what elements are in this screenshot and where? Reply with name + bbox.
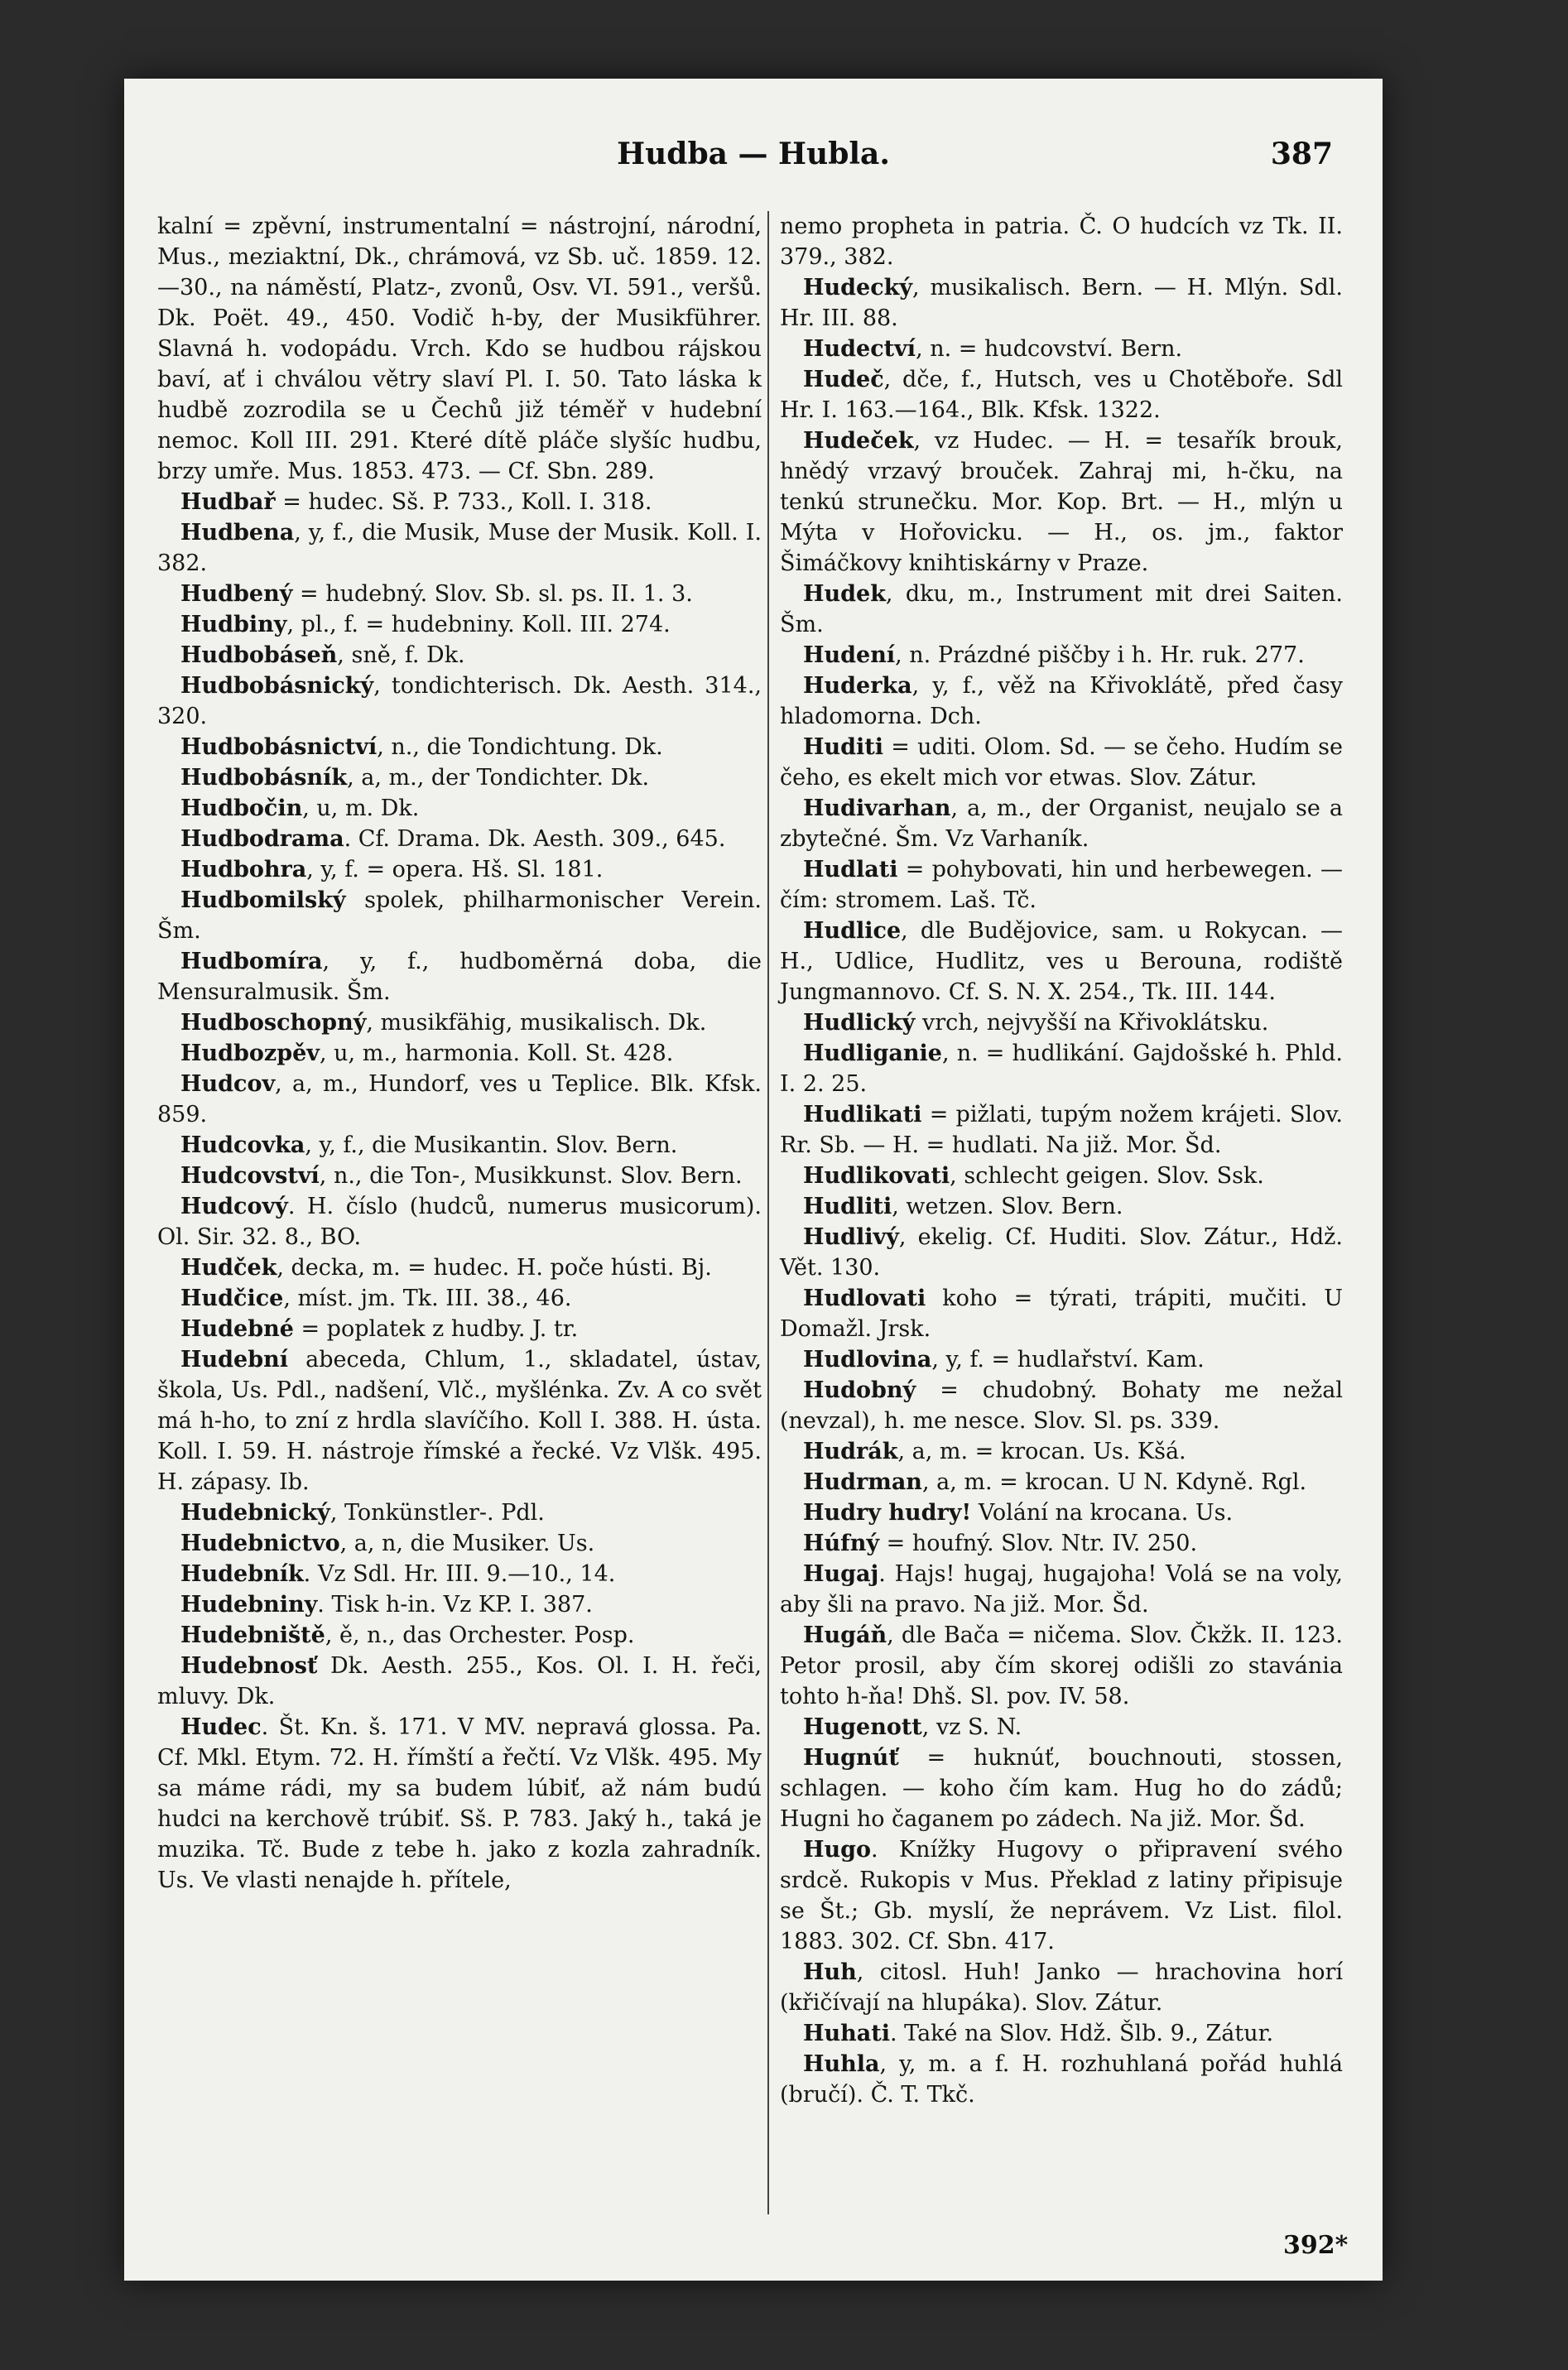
dictionary-entry bbox=[780, 211, 1343, 272]
headword: Hudbočin bbox=[180, 796, 303, 821]
dictionary-entry bbox=[157, 671, 762, 732]
entry-text: , y, f., die Musik, Muse der Musik. Koll. I. 382. bbox=[157, 520, 762, 576]
entry-text: . H. číslo (hudců, numerus musicorum). Ol. Sir. 32. 8., BO. bbox=[157, 1194, 762, 1250]
dictionary-entry bbox=[157, 762, 762, 793]
entry-text: , vz Hudec. — H. = tesařík brouk, hnědý vrzavý brouček. Zahraj mi, h-čku, na tenkú strunečku. Mor. Kop. Brt. — H., mlýn u Mýta v Hořovicku. — H., os. jm., faktor Šimáčkovy knihtiskárny v Praze. bbox=[780, 428, 1343, 576]
entry-text: , musikalisch. Bern. — H. Mlýn. Sdl. Hr. III. 88. bbox=[780, 275, 1343, 331]
headword: Hugaj bbox=[803, 1561, 879, 1587]
dictionary-entry bbox=[780, 671, 1343, 732]
headword: Hudboschopný bbox=[180, 1010, 367, 1036]
headword: Huhla bbox=[803, 2051, 880, 2077]
headword: Hudliti bbox=[803, 1194, 892, 1219]
dictionary-entry bbox=[157, 211, 762, 487]
dictionary-entry bbox=[157, 579, 762, 609]
dictionary-entry bbox=[780, 854, 1343, 916]
entry-text: , tondichterisch. Dk. Aesth. 314., 320. bbox=[157, 673, 762, 729]
dictionary-entry bbox=[157, 1589, 762, 1620]
entry-text: spolek, philharmonischer Verein. Šm. bbox=[157, 887, 762, 944]
headword: Hudek bbox=[803, 581, 886, 607]
entry-text: , a, m., der Organist, neujalo se a zbytečné. Šm. Vz Varhaník. bbox=[780, 796, 1343, 852]
headword: Hudcový bbox=[180, 1194, 288, 1219]
dictionary-entry bbox=[157, 1161, 762, 1191]
entry-text: , y, m. a f. H. rozhuhlaná pořád huhlá (bručí). Č. T. Tkč. bbox=[780, 2051, 1343, 2108]
entry-text: , a, m., der Tondichter. Dk. bbox=[347, 765, 650, 791]
entry-text: , decka, m. = hudec. H. poče hústi. Bj. bbox=[277, 1255, 712, 1281]
headword: Hudecký bbox=[803, 275, 913, 300]
dictionary-entry bbox=[157, 1344, 762, 1497]
entry-text: , u, m., harmonia. Koll. St. 428. bbox=[320, 1041, 674, 1066]
page-number: 387 bbox=[1270, 137, 1333, 171]
entry-text: , u, m. Dk. bbox=[302, 796, 420, 821]
dictionary-entry bbox=[780, 334, 1343, 364]
entry-text: kalní = zpěvní, instrumentalní = nástrojní, národní, Mus., meziaktní, Dk., chrámová, vz Sb. uč. 1859. 12.—30., na náměstí, Platz-, zvonů, Osv. VI. 591., veršů. Dk. Poët. 49., 450. Vodič h-by, der Musikführer. Slavná h. vodopádu. Vrch. Kdo se hudbou rájskou baví, ať i chválou větry slaví Pl. I. 50. Tato láska k hudbě zozrodila se u Čechů již téměř v hudební nemoc. Koll III. 291. Které dítě pláče slyšíc hudbu, brzy umře. Mus. 1853. 473. — Cf. Sbn. 289. bbox=[157, 214, 762, 484]
entry-text: , Tonkünstler-. Pdl. bbox=[329, 1500, 545, 1526]
entry-text: , vz S. N. bbox=[921, 1714, 1022, 1740]
dictionary-entry bbox=[780, 425, 1343, 579]
entry-text: . Knížky Hugovy o připravení svého srdcě. Rukopis v Mus. Překlad z latiny připisuje se Št.; Gb. myslí, že neprávem. Vz List. filol. 1883. 302. Cf. Sbn. 417. bbox=[780, 1837, 1343, 1954]
headword: Hudebník bbox=[180, 1561, 304, 1587]
headword: Hugo bbox=[803, 1837, 872, 1863]
entry-text: . Také na Slov. Hdž. Šlb. 9., Zátur. bbox=[890, 2021, 1274, 2046]
entry-text: = pohybovati, hin und herbewegen. — čím: stromem. Laš. Tč. bbox=[780, 857, 1343, 913]
entry-text: = huknúť, bouchnouti, stossen, schlagen. — koho čím kam. Hug ho do zádů; Hugni ho čaganem po zádech. Na již. Mor. Šd. bbox=[780, 1745, 1343, 1832]
entry-text: , sně, f. Dk. bbox=[337, 642, 465, 668]
dictionary-entry bbox=[780, 1834, 1343, 1957]
headword: Hudbohra bbox=[180, 857, 307, 882]
dictionary-entry bbox=[780, 579, 1343, 640]
dictionary-entry bbox=[780, 732, 1343, 793]
dictionary-entry bbox=[780, 1099, 1343, 1161]
headword: Hudlati bbox=[803, 857, 898, 882]
headword: Húfný bbox=[803, 1531, 880, 1556]
entry-text: abeceda, Chlum, 1., skladatel, ústav, škola, Us. Pdl., nadšení, Vlč., myšlénka. Zv. A co svět má h-ho, to zní z hrdla slavíčího. Koll I. 388. H. ústa. Koll. I. 59. H. nástroje římské a řecké. Vz Vlšk. 495. H. zápasy. Ib. bbox=[157, 1347, 762, 1495]
headword: Hudec bbox=[180, 1714, 262, 1740]
headword: Hudebné bbox=[180, 1316, 294, 1342]
entry-text: Volání na krocana. Us. bbox=[971, 1500, 1234, 1526]
entry-text: , míst. jm. Tk. III. 38., 46. bbox=[283, 1286, 572, 1311]
headword: Hudčice bbox=[180, 1286, 284, 1311]
headword: Hudebniny bbox=[180, 1592, 318, 1618]
dictionary-entry bbox=[157, 1252, 762, 1283]
headword: Hudeč bbox=[803, 367, 884, 392]
dictionary-entry bbox=[780, 1712, 1343, 1743]
running-title: Hudba — Hubla. bbox=[617, 137, 890, 171]
signature-mark: 392* bbox=[1283, 2231, 1349, 2260]
headword: Hudebnosť bbox=[180, 1653, 318, 1679]
entry-text: . Tisk h-in. Vz KP. I. 387. bbox=[317, 1592, 593, 1618]
headword: Huhati bbox=[803, 2021, 890, 2046]
dictionary-entry bbox=[157, 640, 762, 671]
headword: Hudrman bbox=[803, 1469, 922, 1495]
headword: Hudbodrama bbox=[180, 826, 344, 852]
headword: Hudobný bbox=[803, 1377, 916, 1403]
entry-text: , a, m. = krocan. Us. Kšá. bbox=[897, 1439, 1186, 1464]
dictionary-entry bbox=[780, 1436, 1343, 1467]
headword: Hudliganie bbox=[803, 1041, 942, 1066]
headword: Hudeček bbox=[803, 428, 914, 454]
headword: Hudbobáseň bbox=[180, 642, 338, 668]
dictionary-entry bbox=[780, 1467, 1343, 1497]
headword: Hudebniště bbox=[180, 1622, 325, 1648]
entry-text: . Hajs! hugaj, hugajoha! Volá se na voly, aby šli na pravo. Na již. Mor. Šd. bbox=[780, 1561, 1343, 1618]
dictionary-entry bbox=[780, 916, 1343, 1007]
entry-text: , y, f. = hudlařství. Kam. bbox=[931, 1347, 1205, 1372]
headword: Hudlikati bbox=[803, 1102, 922, 1127]
dictionary-entry bbox=[157, 517, 762, 579]
headword: Hudebnictvo bbox=[180, 1531, 340, 1556]
entry-text: = hudebný. Slov. Sb. sl. ps. II. 1. 3. bbox=[292, 581, 693, 607]
running-header bbox=[124, 137, 1383, 186]
dictionary-entry bbox=[157, 1314, 762, 1344]
entry-text: = pižlati, tupým nožem krájeti. Slov. Rr. Sb. — H. = hudlati. Na již. Mor. Šd. bbox=[780, 1102, 1343, 1158]
headword: Hudček bbox=[180, 1255, 277, 1281]
entry-text: . Vz Sdl. Hr. III. 9.—10., 14. bbox=[303, 1561, 616, 1587]
entry-text: , dle Bača = ničema. Slov. Čkžk. II. 123. Petor prosil, aby čím skorej odišli zo stavánia tohto h-ňa! Dhš. Sl. pov. IV. 58. bbox=[780, 1622, 1343, 1709]
dictionary-entry bbox=[780, 1222, 1343, 1283]
dictionary-entry bbox=[157, 1038, 762, 1069]
headword: Hudcovka bbox=[180, 1132, 305, 1158]
dictionary-entry bbox=[780, 1007, 1343, 1038]
dictionary-entry bbox=[157, 1651, 762, 1712]
entry-text: , musikfähig, musikalisch. Dk. bbox=[366, 1010, 707, 1036]
dictionary-entry bbox=[157, 1528, 762, 1559]
entry-text: , a, n, die Musiker. Us. bbox=[339, 1531, 595, 1556]
entry-text: , ekelig. Cf. Huditi. Slov. Zátur., Hdž. Vět. 130. bbox=[780, 1224, 1343, 1281]
entry-text: , dče, f., Hutsch, ves u Chotěboře. Sdl Hr. I. 163.—164., Blk. Kfsk. 1322. bbox=[780, 367, 1343, 423]
dictionary-entry bbox=[780, 2018, 1343, 2049]
headword: Hudbomilský bbox=[180, 887, 346, 913]
entry-text: = chudobný. Bohaty me nežal (nevzal), h. me nesce. Slov. Sl. ps. 339. bbox=[780, 1377, 1343, 1434]
headword: Hudivarhan bbox=[803, 796, 951, 821]
headword: Hudbobásnický bbox=[180, 673, 374, 699]
dictionary-entry bbox=[157, 793, 762, 824]
entry-text: , a, m. = krocan. U N. Kdyně. Rgl. bbox=[921, 1469, 1307, 1495]
entry-text: , dle Budějovice, sam. u Rokycan. — H., Udlice, Hudlitz, ves u Berouna, rodiště Jungmannovo. Cf. S. N. X. 254., Tk. III. 144. bbox=[780, 918, 1343, 1005]
dictionary-entry bbox=[157, 732, 762, 762]
dictionary-entry bbox=[157, 1620, 762, 1651]
dictionary-entry bbox=[157, 1007, 762, 1038]
dictionary-entry bbox=[157, 854, 762, 885]
entry-text: , wetzen. Slov. Bern. bbox=[892, 1194, 1123, 1219]
entry-text: koho = týrati, trápiti, mučiti. U Domažl. Jrsk. bbox=[780, 1286, 1343, 1342]
dictionary-entry bbox=[780, 1559, 1343, 1620]
headword: Hudcov bbox=[180, 1071, 276, 1097]
headword: Hudbobásník bbox=[180, 765, 348, 791]
dictionary-entry bbox=[157, 824, 762, 854]
dictionary-entry bbox=[780, 1957, 1343, 2018]
dictionary-entry bbox=[157, 1130, 762, 1161]
dictionary-entry bbox=[780, 2049, 1343, 2110]
headword: Hudlivý bbox=[803, 1224, 899, 1250]
dictionary-entry bbox=[780, 640, 1343, 671]
entry-text: , y, f., věž na Křivoklátě, před časy hladomorna. Dch. bbox=[780, 673, 1343, 729]
dictionary-entry bbox=[157, 1283, 762, 1314]
entry-text: , n., die Ton-, Musikkunst. Slov. Bern. bbox=[319, 1163, 743, 1189]
entry-text: , n., die Tondichtung. Dk. bbox=[377, 734, 663, 760]
dictionary-entry bbox=[780, 1528, 1343, 1559]
headword: Hudlikovati bbox=[803, 1163, 950, 1189]
dictionary-entry bbox=[157, 1559, 762, 1589]
dictionary-entry bbox=[780, 1038, 1343, 1099]
headword: Hudbena bbox=[180, 520, 295, 546]
entry-text: . Cf. Drama. Dk. Aesth. 309., 645. bbox=[344, 826, 726, 852]
dictionary-entry bbox=[780, 364, 1343, 425]
headword: Hugáň bbox=[803, 1622, 887, 1648]
headword: Hudectví bbox=[803, 336, 916, 362]
entry-text: , a, m., Hundorf, ves u Teplice. Blk. Kfsk. 859. bbox=[157, 1071, 762, 1127]
dictionary-entry bbox=[780, 1497, 1343, 1528]
left-column bbox=[157, 211, 762, 1896]
headword: Hugenott bbox=[803, 1714, 922, 1740]
dictionary-entry bbox=[780, 1743, 1343, 1834]
entry-text: , citosl. Huh! Janko — hrachovina horí (křičívají na hlupáka). Slov. Zátur. bbox=[780, 1959, 1343, 2016]
dictionary-entry bbox=[157, 946, 762, 1007]
entry-text: , ě, n., das Orchester. Posp. bbox=[325, 1622, 635, 1648]
entry-text: , y, f., die Musikantin. Slov. Bern. bbox=[305, 1132, 678, 1158]
dictionary-page bbox=[124, 79, 1383, 2281]
entry-text: , pl., f. = hudebniny. Koll. III. 274. bbox=[286, 612, 671, 637]
dictionary-entry bbox=[780, 272, 1343, 334]
headword: Hudlovina bbox=[803, 1347, 932, 1372]
entry-text: , dku, m., Instrument mit drei Saiten. Šm. bbox=[780, 581, 1343, 637]
dictionary-entry bbox=[780, 1191, 1343, 1222]
entry-text: = houfný. Slov. Ntr. IV. 250. bbox=[879, 1531, 1198, 1556]
headword: Huditi bbox=[803, 734, 884, 760]
entry-text: , n. = hudcovství. Bern. bbox=[916, 336, 1183, 362]
entry-text: , y, f., hudboměrná doba, die Mensuralmusik. Šm. bbox=[157, 949, 762, 1005]
dictionary-entry bbox=[780, 1283, 1343, 1344]
dictionary-entry bbox=[780, 1375, 1343, 1436]
headword: Hudbobásnictví bbox=[180, 734, 378, 760]
entry-text: nemo propheta in patria. Č. O hudcích vz Tk. II. 379., 382. bbox=[780, 214, 1343, 270]
entry-text: = poplatek z hudby. J. tr. bbox=[293, 1316, 579, 1342]
headword: Hudlický bbox=[803, 1010, 916, 1036]
entry-text: = uditi. Olom. Sd. — se čeho. Hudím se čeho, es ekelt mich vor etwas. Slov. Zátur. bbox=[780, 734, 1343, 791]
headword: Hudbený bbox=[180, 581, 293, 607]
dictionary-entry bbox=[157, 1069, 762, 1130]
headword: Hudbozpěv bbox=[180, 1041, 320, 1066]
headword: Hudbař bbox=[180, 489, 276, 515]
entry-text: Dk. Aesth. 255., Kos. Ol. I. H. řeči, mluvy. Dk. bbox=[157, 1653, 762, 1709]
headword: Hudry hudry! bbox=[803, 1500, 972, 1526]
headword: Hugnúť bbox=[803, 1745, 899, 1771]
dictionary-entry bbox=[780, 1620, 1343, 1712]
headword: Huderka bbox=[803, 673, 912, 699]
headword: Hudení bbox=[803, 642, 896, 668]
dictionary-entry bbox=[157, 1712, 762, 1896]
dictionary-entry bbox=[780, 793, 1343, 854]
entry-text: vrch, nejvyšší na Křivoklátsku. bbox=[915, 1010, 1269, 1036]
column-divider bbox=[767, 211, 769, 2214]
right-column bbox=[780, 211, 1343, 2110]
entry-text: , n. = hudlikání. Gajdošské h. Phld. I. 2. 25. bbox=[780, 1041, 1343, 1097]
headword: Hudbomíra bbox=[180, 949, 323, 974]
dictionary-entry bbox=[157, 487, 762, 517]
entry-text: , schlecht geigen. Slov. Ssk. bbox=[950, 1163, 1264, 1189]
headword: Huh bbox=[803, 1959, 857, 1985]
dictionary-entry bbox=[157, 1191, 762, 1252]
headword: Hudlovati bbox=[803, 1286, 926, 1311]
dictionary-entry bbox=[157, 1497, 762, 1528]
entry-text: . Št. Kn. š. 171. V MV. nepravá glossa. Pa. Cf. Mkl. Etym. 72. H. římští a řečtí. Vz Vlšk. 495. My sa máme rádi, my sa budem lúbiť, až nám budú hudci na kerchově trúbiť. Sš. P. 783. Jaký h., taká je muzika. Tč. Bude z tebe h. jako z kozla zahradník. Us. Ve vlasti nenajde h. přítele, bbox=[157, 1714, 762, 1893]
entry-text: , y, f. = opera. Hš. Sl. 181. bbox=[306, 857, 604, 882]
dictionary-entry bbox=[780, 1344, 1343, 1375]
entry-text: , n. Prázdné piščby i h. Hr. ruk. 277. bbox=[895, 642, 1305, 668]
headword: Hudebnický bbox=[180, 1500, 330, 1526]
headword: Hudcovství bbox=[180, 1163, 320, 1189]
entry-text: = hudec. Sš. P. 733., Koll. I. 318. bbox=[275, 489, 652, 515]
headword: Hudbiny bbox=[180, 612, 287, 637]
headword: Hudrák bbox=[803, 1439, 898, 1464]
dictionary-entry bbox=[157, 609, 762, 640]
headword: Hudební bbox=[180, 1347, 288, 1372]
dictionary-entry bbox=[780, 1161, 1343, 1191]
headword: Hudlice bbox=[803, 918, 902, 944]
dictionary-entry bbox=[157, 885, 762, 946]
